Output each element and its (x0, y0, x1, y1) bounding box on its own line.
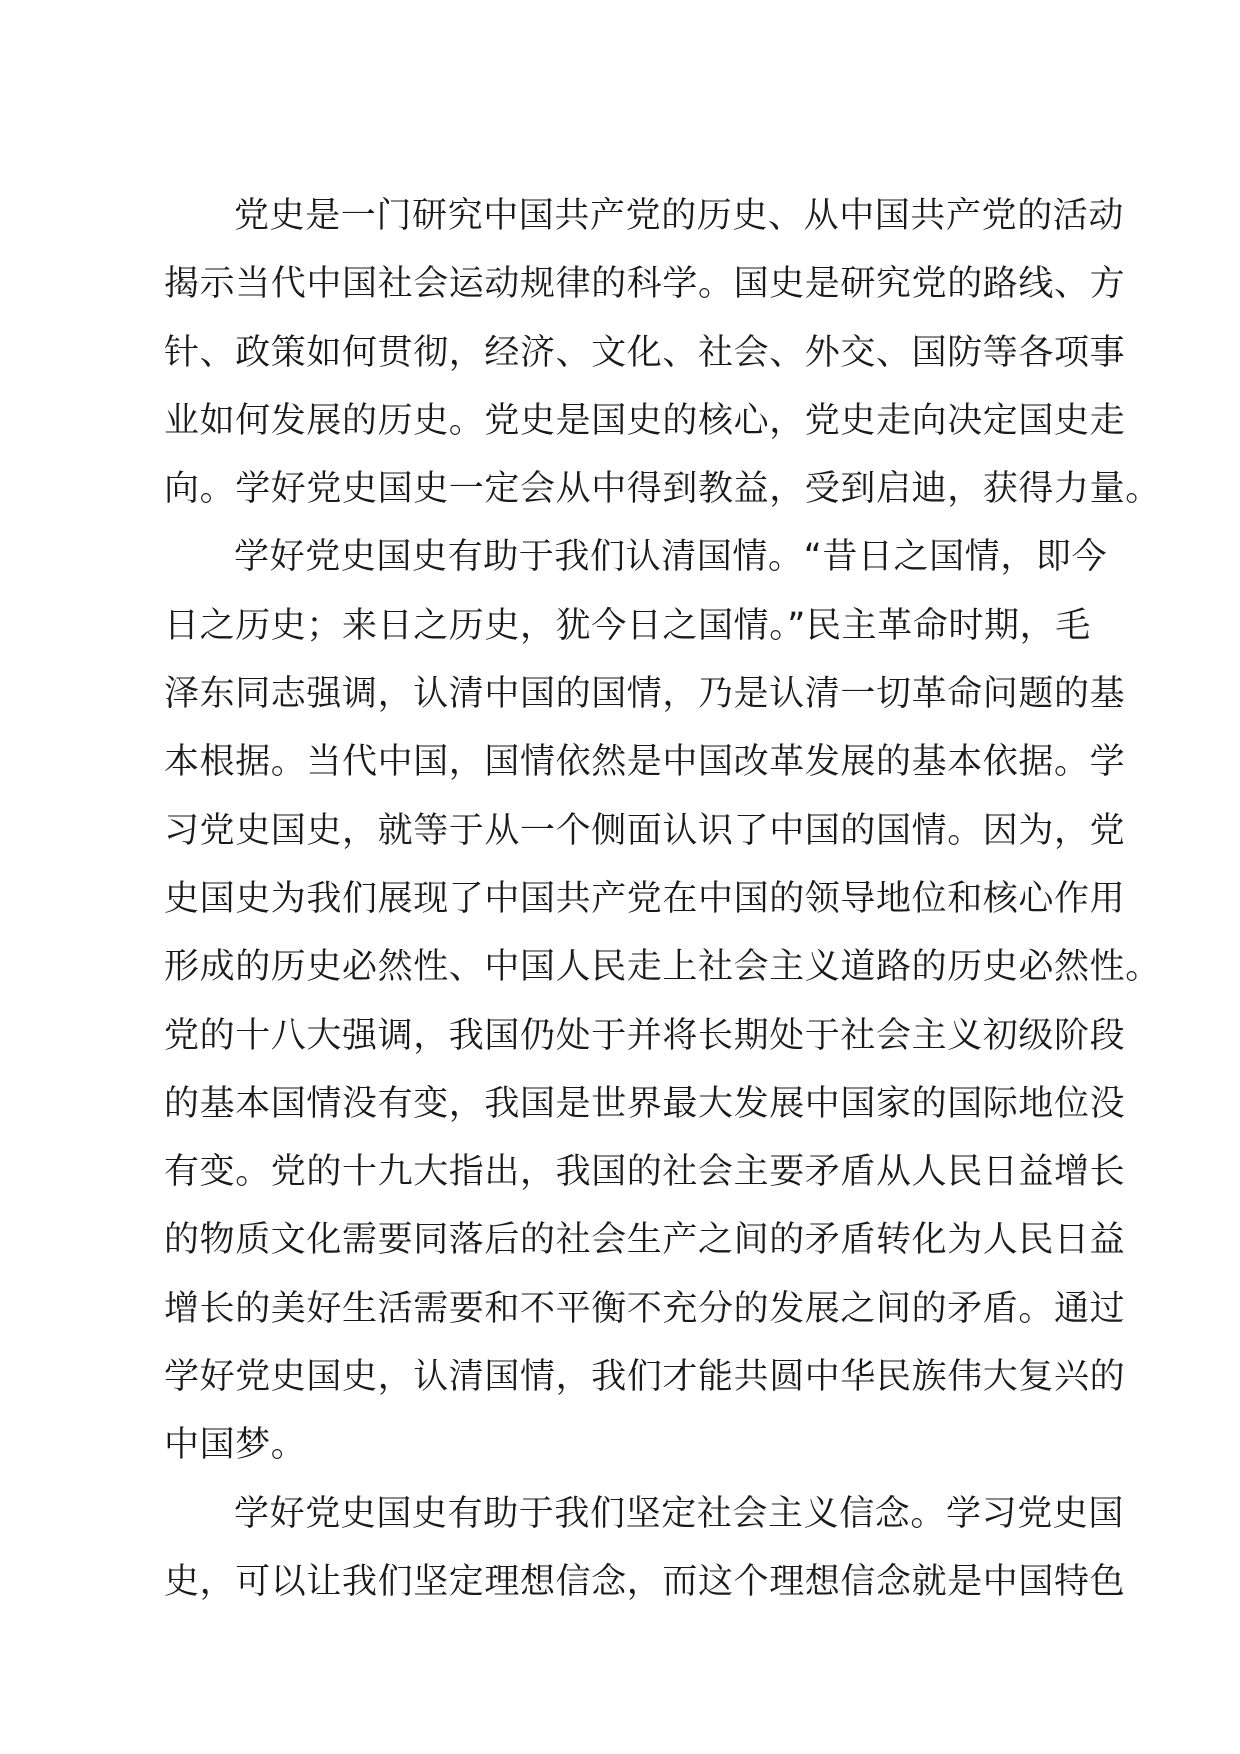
text-line: 党史是一门研究中国共产党的历史、从中国共产党的活动 (234, 196, 1125, 236)
text-line: 史，可以让我们坚定理想信念，而这个理想信念就是中国特色 (164, 1561, 1126, 1602)
text-line: 的物质文化需要同落后的社会生产之间的矛盾转化为人民日益 (164, 1220, 1126, 1261)
text-line: 揭示当代中国社会运动规律的科学。国史是研究党的路线、方 (164, 264, 1126, 305)
text-line: 学好党史国史，认清国情，我们才能共圆中华民族伟大复兴的 (164, 1357, 1126, 1398)
text-line: 本根据。当代中国，国情依然是中国改革发展的基本依据。学 (164, 742, 1126, 783)
text-line: 习党史国史，就等于从一个侧面认识了中国的国情。因为，党 (164, 810, 1126, 851)
text-line: 业如何发展的历史。党史是国史的核心，党史走向决定国史走 (164, 400, 1126, 441)
text-line: 中国梦。 (164, 1425, 307, 1466)
text-line: 的基本国情没有变，我国是世界最大发展中国家的国际地位没 (164, 1083, 1126, 1124)
text-line: 学好党史国史有助于我们坚定社会主义信念。学习党史国 (234, 1493, 1125, 1534)
text-line: 有变。党的十九大指出，我国的社会主要矛盾从人民日益增长 (164, 1152, 1126, 1193)
text-line: 学好党史国史有助于我们认清国情。“昔日之国情，即今 (234, 537, 1108, 578)
text-line: 史国史为我们展现了中国共产党在中国的领导地位和核心作用 (164, 878, 1126, 919)
text-line: 日之历史；来日之历史，犹今日之国情。”民主革命时期，毛 (164, 605, 1091, 646)
text-line: 向。学好党史国史一定会从中得到教益，受到启迪，获得力量。 (164, 469, 1161, 510)
text-line: 泽东同志强调，认清中国的国情，乃是认清一切革命问题的基 (164, 674, 1126, 715)
body-text (164, 182, 1161, 1616)
text-line: 针、政策如何贯彻，经济、文化、社会、外交、国防等各项事 (164, 332, 1126, 373)
text-line: 增长的美好生活需要和不平衡不充分的发展之间的矛盾。通过 (164, 1288, 1126, 1329)
text-line: 党的十八大强调，我国仍处于并将长期处于社会主义初级阶段 (164, 1015, 1126, 1056)
text-line: 形成的历史必然性、中国人民走上社会主义道路的历史必然性。 (164, 947, 1161, 988)
